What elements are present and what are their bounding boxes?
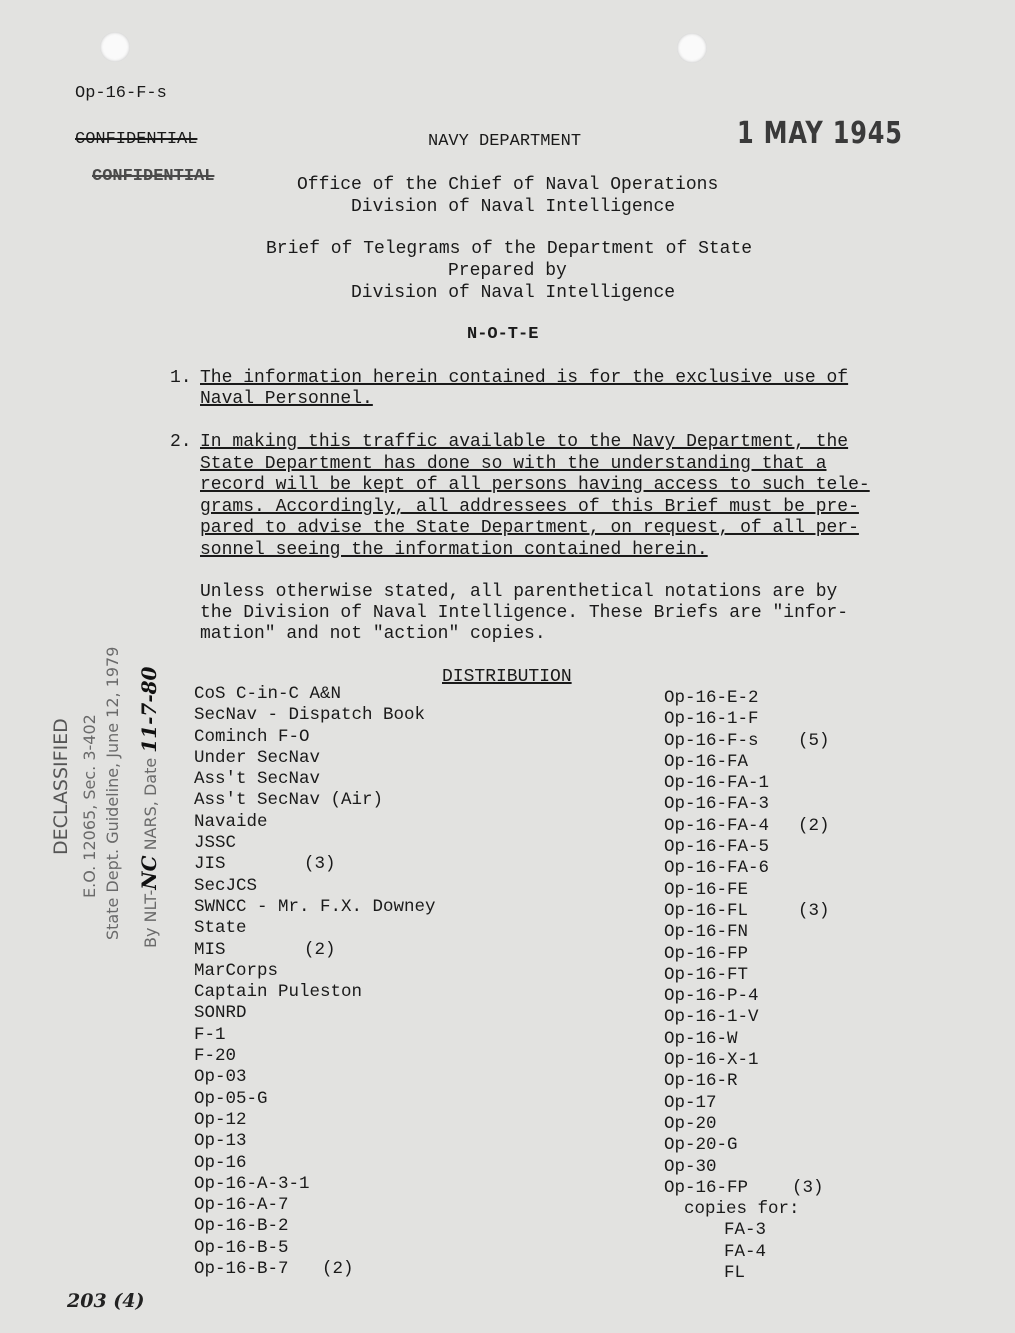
distribution-entry: JSSC: [194, 833, 237, 854]
distribution-entry: Op-16-FA-6: [664, 858, 770, 879]
distribution-count: (2): [304, 939, 336, 960]
punch-hole-left: [100, 32, 130, 62]
distribution-entry: State: [194, 918, 247, 939]
note-item-2-line: pared to advise the State Department, on request, of all per-: [200, 518, 859, 538]
distribution-entry: Op-16-A-3-1: [194, 1173, 310, 1194]
distribution-entry: Op-05-G: [194, 1088, 268, 1109]
note-heading: N-O-T-E: [467, 325, 539, 344]
distribution-right-column: [664, 688, 864, 1284]
distribution-entry: Op-30: [664, 1156, 717, 1177]
distribution-entry: MarCorps: [194, 960, 279, 981]
declassification-guideline: State Dept. Guideline, June 12, 1979: [103, 646, 122, 940]
distribution-entry: MIS (2): [194, 939, 336, 960]
distribution-entry: Op-16-X-1: [664, 1050, 759, 1071]
distribution-entry: Op-16-FA: [664, 751, 749, 772]
title-line-3: Brief of Telegrams of the Department of State: [266, 239, 753, 259]
title-line-2: Division of Naval Intelligence: [351, 197, 676, 217]
distribution-entry: Op-16-1-F: [664, 709, 759, 730]
distribution-count: (5): [798, 730, 830, 751]
distribution-entry: Op-20-G: [664, 1135, 738, 1156]
title-line-5: Division of Naval Intelligence: [351, 283, 676, 303]
distribution-count: (2): [798, 815, 830, 836]
distribution-entry: Captain Puleston: [194, 982, 363, 1003]
copies-for-entry: FA-3: [724, 1220, 767, 1241]
distribution-entry: F-20: [194, 1046, 237, 1067]
distribution-entry: CoS C-in-C A&N: [194, 684, 342, 704]
distribution-entry: Op-16: [194, 1152, 247, 1173]
distribution-entry: SONRD: [194, 1003, 247, 1024]
note-item-1-number: 1.: [170, 368, 192, 388]
distribution-entry: Op-16-W: [664, 1028, 738, 1049]
distribution-entry: Op-16-A-7: [194, 1195, 289, 1216]
notation-paragraph-line: Unless otherwise stated, all parenthetical notations are by: [200, 582, 838, 602]
distribution-entry: Op-16-B-2: [194, 1216, 289, 1237]
distribution-heading: DISTRIBUTION: [442, 667, 572, 687]
notation-paragraph-line: mation" and not "action" copies.: [200, 624, 546, 644]
distribution-entry: Op-03: [194, 1067, 247, 1088]
distribution-entry: Op-20: [664, 1113, 717, 1134]
distribution-entry: Op-16-FL (3): [664, 900, 830, 921]
note-item-1-line: Naval Personnel.: [200, 389, 373, 409]
distribution-entry: Op-16-F-s (5): [664, 730, 830, 751]
distribution-entry: Op-16-FP: [664, 943, 749, 964]
distribution-entry: JIS (3): [194, 854, 336, 875]
copies-for-label: copies for:: [684, 1199, 800, 1220]
distribution-entry: SecJCS: [194, 875, 258, 896]
distribution-entry: Op-16-1-V: [664, 1007, 759, 1028]
declassification-by-line: By NLT-NC NARS, Date 11-7-80: [137, 666, 161, 948]
distribution-entry: Op-16-FA-4 (2): [664, 815, 830, 836]
distribution-entry: Op-16-FA-1: [664, 773, 770, 794]
note-item-2-line: In making this traffic available to the Navy Department, the: [200, 432, 849, 452]
distribution-entry: Ass't SecNav: [194, 769, 321, 790]
distribution-entry: Op-12: [194, 1109, 247, 1130]
distribution-entry: Cominch F-O: [194, 726, 310, 747]
distribution-entry: Ass't SecNav (Air): [194, 790, 384, 811]
distribution-entry: Op-16-E-2: [664, 688, 759, 708]
distribution-entry: Op-16-FA-3: [664, 794, 770, 815]
classification-struck: CONFIDENTIAL: [75, 130, 198, 149]
distribution-entry: Op-16-FN: [664, 922, 749, 943]
declassification-authority: E.O. 12065, Sec. 3-402: [80, 714, 99, 898]
title-line-1: Office of the Chief of Naval Operations: [297, 175, 719, 195]
distribution-entry: Op-17: [664, 1092, 717, 1113]
distribution-entry: Navaide: [194, 811, 268, 832]
punch-hole-right: [677, 33, 707, 63]
distribution-entry: Op-16-FE: [664, 879, 749, 900]
distribution-entry: Op-16-FP (3): [664, 1177, 824, 1198]
department-heading: NAVY DEPARTMENT: [428, 132, 582, 151]
note-item-1-line: The information herein contained is for the exclusive use of: [200, 368, 849, 388]
note-item-2-line: State Department has done so with the understanding that a: [200, 454, 827, 474]
notation-paragraph-line: the Division of Naval Intelligence. These Briefs are "infor-: [200, 603, 849, 623]
distribution-count: (3): [798, 900, 830, 921]
date-stamp: 1 MAY 1945: [737, 116, 903, 151]
distribution-count: (3): [304, 854, 336, 875]
copies-for-entry: FL: [724, 1263, 746, 1284]
distribution-entry: F-1: [194, 1024, 226, 1045]
distribution-entry: Under SecNav: [194, 747, 321, 768]
copies-for-entry: FA-4: [724, 1241, 767, 1262]
distribution-entry: Op-16-B-5: [194, 1237, 289, 1258]
distribution-entry: Op-16-FT: [664, 964, 749, 985]
handwritten-file-number: 203 (4): [67, 1290, 145, 1312]
distribution-entry: Op-13: [194, 1131, 247, 1152]
note-item-2-number: 2.: [170, 432, 192, 452]
distribution-entry: Op-16-FA-5: [664, 837, 770, 858]
classification-stamp: CONFIDENTIAL: [92, 167, 215, 186]
distribution-left-column: [194, 684, 494, 1280]
distribution-entry: Op-16-P-4: [664, 986, 759, 1007]
distribution-entry: Op-16-R: [664, 1071, 738, 1092]
note-item-2-line: grams. Accordingly, all addressees of this Brief must be pre-: [200, 497, 859, 517]
distribution-count: (3): [792, 1177, 824, 1198]
note-item-2-line: record will be kept of all persons having access to such tele-: [200, 475, 870, 495]
declassified-stamp: DECLASSIFIED: [50, 718, 72, 855]
file-reference: Op-16-F-s: [75, 84, 167, 103]
title-line-4: Prepared by: [448, 261, 567, 281]
note-item-2-line: sonnel seeing the information contained herein.: [200, 540, 708, 560]
distribution-count: (2): [322, 1259, 354, 1280]
distribution-entry: SecNav - Dispatch Book: [194, 705, 426, 726]
distribution-entry: Op-16-B-7 (2): [194, 1259, 354, 1280]
distribution-entry: SWNCC - Mr. F.X. Downey: [194, 896, 436, 917]
